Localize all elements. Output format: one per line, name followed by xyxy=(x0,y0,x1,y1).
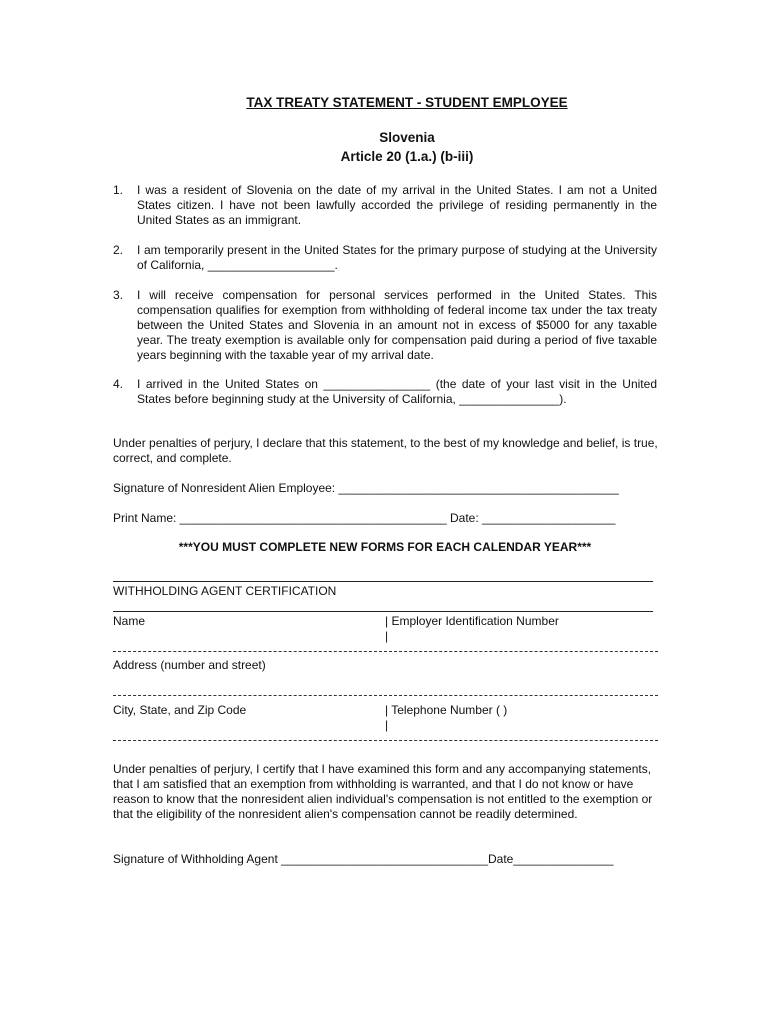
telephone-label: | Telephone Number ( ) xyxy=(385,703,508,717)
ein-label: | Employer Identification Number xyxy=(385,614,559,628)
agent-signature-line[interactable]: Signature of Withholding Agent _______________________________Date_______________ xyxy=(113,852,614,866)
document-title: TAX TREATY STATEMENT - STUDENT EMPLOYEE xyxy=(246,95,568,110)
field-divider xyxy=(113,740,658,741)
item-number: 2. xyxy=(113,243,124,257)
field-divider xyxy=(113,695,658,696)
item-text: I am temporarily present in the United States for the primary purpose of studying at the University of California, ___________________. xyxy=(137,243,657,272)
item-number: 1. xyxy=(113,183,124,197)
item-text: I arrived in the United States on ________________ (the date of your last visit in the United States before beginning study at the University of California, _______________). xyxy=(137,377,657,406)
field-divider xyxy=(113,651,658,652)
withholding-heading: WITHHOLDING AGENT CERTIFICATION xyxy=(113,584,337,598)
print-name-date-line[interactable]: Print Name: ________________________________________ Date: ____________________ xyxy=(113,511,616,525)
item-text: I was a resident of Slovenia on the date of my arrival in the United States. I am not a United States citizen. I have not been lawfully accorded the privilege of residing permanently in the United States as an immigrant. xyxy=(137,183,657,227)
section-divider xyxy=(113,611,653,612)
employee-declaration: Under penalties of perjury, I declare that this statement, to the best of my knowledge and belief, is true, correct, and complete. xyxy=(113,436,658,465)
address-label: Address (number and street) xyxy=(113,658,266,672)
agent-certification-text: Under penalties of perjury, I certify that I have examined this form and any accompanying statements, that I am satisfied that an exemption from withholding is warranted, and that I do not know or have reason to know that the nonresident alien individual's compensation is not entitled to the exemption or that the eligibility of the nonresident alien's compensation cannot be readily determined. xyxy=(113,762,653,821)
field-separator: | xyxy=(385,629,389,643)
section-divider xyxy=(113,581,653,582)
agent-name-label: Name xyxy=(113,614,146,628)
item-number: 4. xyxy=(113,377,124,391)
employee-signature-line[interactable]: Signature of Nonresident Alien Employee: __________________________________________ xyxy=(113,481,619,495)
article-heading: Article 20 (1.a.) (b-iii) xyxy=(340,149,474,164)
city-state-zip-label: City, State, and Zip Code xyxy=(113,703,247,717)
item-number: 3. xyxy=(113,288,124,302)
field-separator: | xyxy=(385,718,389,732)
country-heading: Slovenia xyxy=(379,130,435,145)
calendar-year-notice: ***YOU MUST COMPLETE NEW FORMS FOR EACH CALENDAR YEAR*** xyxy=(178,540,592,554)
item-text: I will receive compensation for personal services performed in the United States. This compensation qualifies for exemption from withholding of federal income tax under the tax treaty between the United States and Slovenia in an amount not in excess of $5000 for any taxable year. The treaty exemption is available only for compensation paid during a period of five taxable years beginning with the taxable year of my arrival date. xyxy=(137,288,657,362)
